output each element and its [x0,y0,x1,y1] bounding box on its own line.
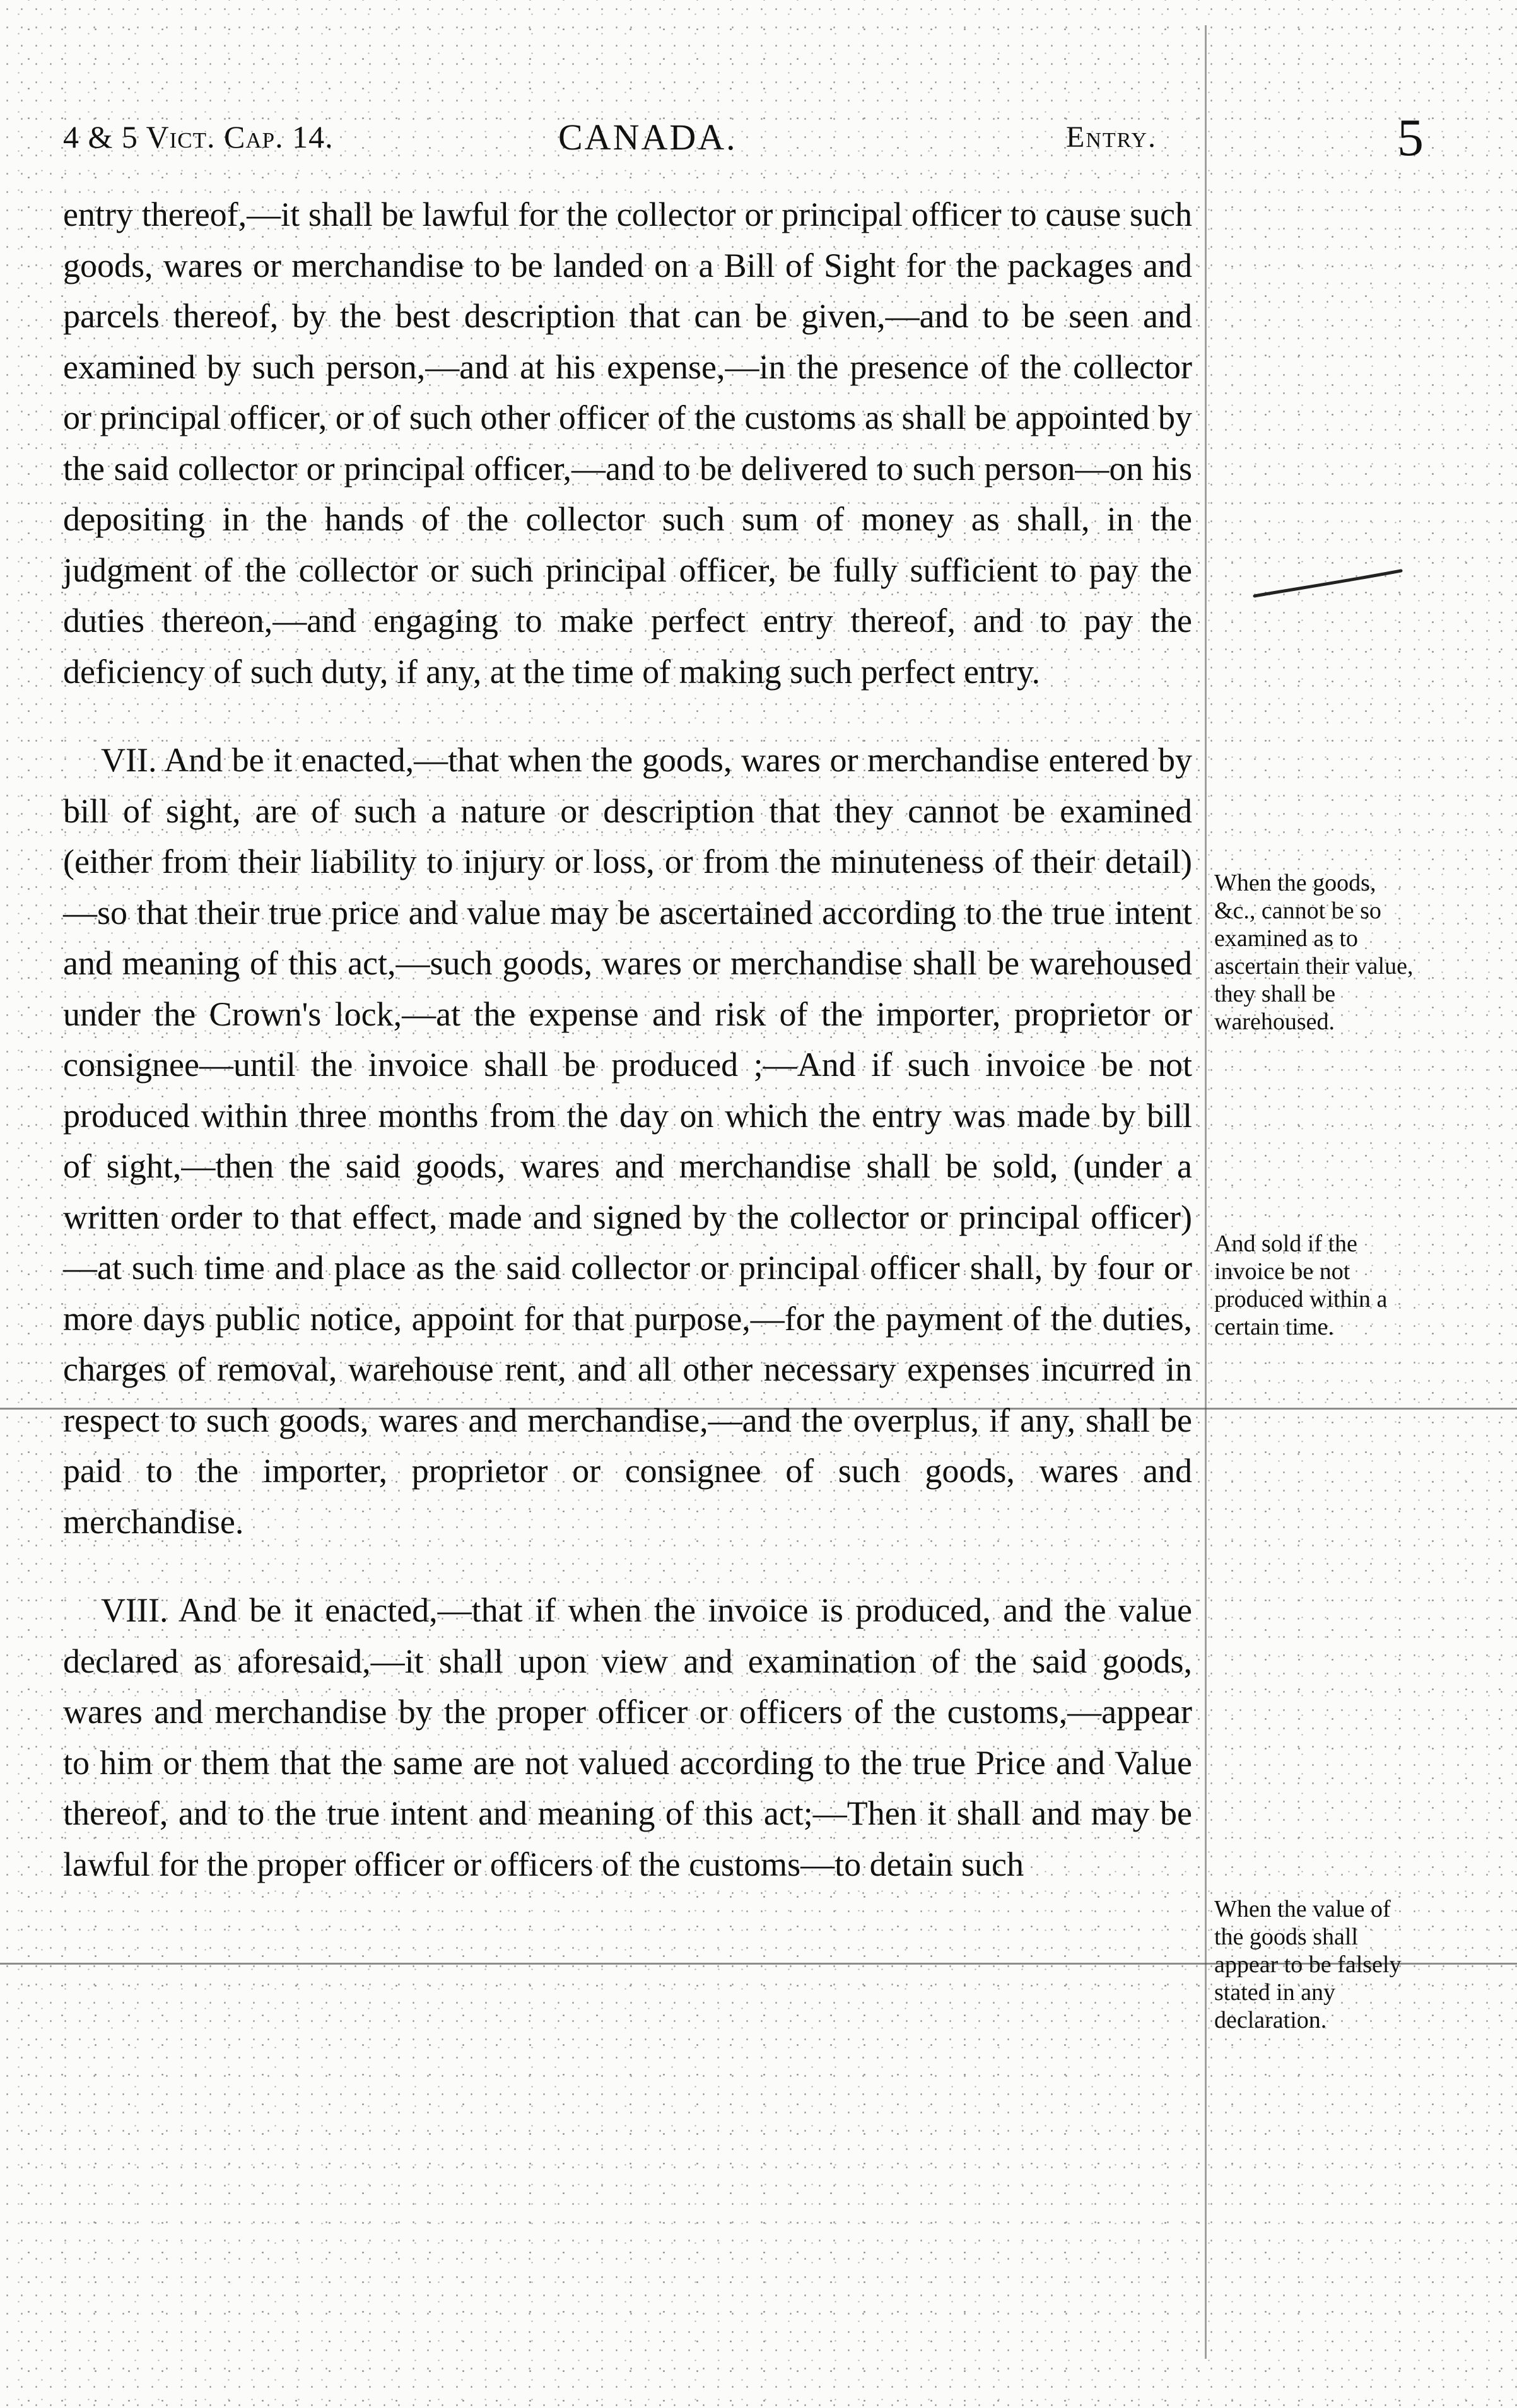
paragraph-section-vii: VII. And be it enacted,—that when the goods, wares or merchandise entered by bill of sight, are of such a nature or description that they cannot be examined (either from their liability to injury or loss, or from the minuteness of their detail)—so that their true price and value may be ascertained according to the true intent and meaning of this act,—such goods, wares or merchandise shall be warehoused under the Crown's lock,—at the expense and risk of the importer, proprietor or consignee—until the invoice shall be produced ;—And if such invoice be not produced within three months from the day on which the entry was made by bill of sight,—then the said goods, wares and merchandise shall be sold, (under a written order to that effect, made and signed by the collector or principal officer)—at such time and place as the said collector or principal officer shall, by four or more days public notice, appoint for that purpose,—for the payment of the duties, charges of removal, warehouse rent, and all other necessary expenses incurred in respect to such goods, wares and merchandise,—and the overplus, if any, shall be paid to the importer, proprietor or consignee of such goods, wares and merchandise. [63,741,1192,1541]
body-text [63,189,1192,1890]
margin-note-warehoused: When the goods, &c., cannot be so examined as to ascertain their value, they shall be warehoused. [1214,870,1414,1035]
running-head-title: CANADA. [558,117,737,158]
running-head-statute: 4 & 5 Vict. Cap. 14. [63,119,334,155]
running-head-section: Entry. [1066,120,1157,154]
page-header [63,107,1476,170]
margin-rule [1205,25,1207,2359]
paragraph-section-viii: VIII. And be it enacted,—that if when the invoice is produced, and the value declared as aforesaid,—it shall upon view and examination of the said goods, wares and merchandise by the proper officer or officers of the customs,—appear to him or them that the same are not valued according to the true Price and Value thereof, and to the true intent and meaning of this act;—Then it shall and may be lawful for the proper officer or officers of the customs—to detain such [63,1591,1192,1883]
margin-note-sold: And sold if the invoice be not produced within a certain time. [1214,1230,1388,1340]
margin-note-false-value: When the value of the goods shall appear to be falsely stated in any declaration. [1214,1896,1402,2033]
pen-mark-icon [1252,564,1403,602]
paragraph-continuation: entry thereof,—it shall be lawful for the collector or principal officer to cause such goods, wares or merchandise to be landed on a Bill of Sight for the packages and parcels thereof, by the best description that can be given,—and to be seen and examined by such person,—and at his expense,—in the presence of the collector or principal officer, or of such other officer of the customs as shall be appointed by the said collector or principal officer,—and to be delivered to such person—on his depositing in the hands of the collector such sum of money as shall, in the judgment of the collector or such principal officer, be fully sufficient to pay the duties thereon,—and engaging to make perfect entry thereof, and to pay the deficiency of such duty, if any, at the time of making such perfect entry. [63,196,1192,691]
page-number: 5 [1397,108,1424,167]
